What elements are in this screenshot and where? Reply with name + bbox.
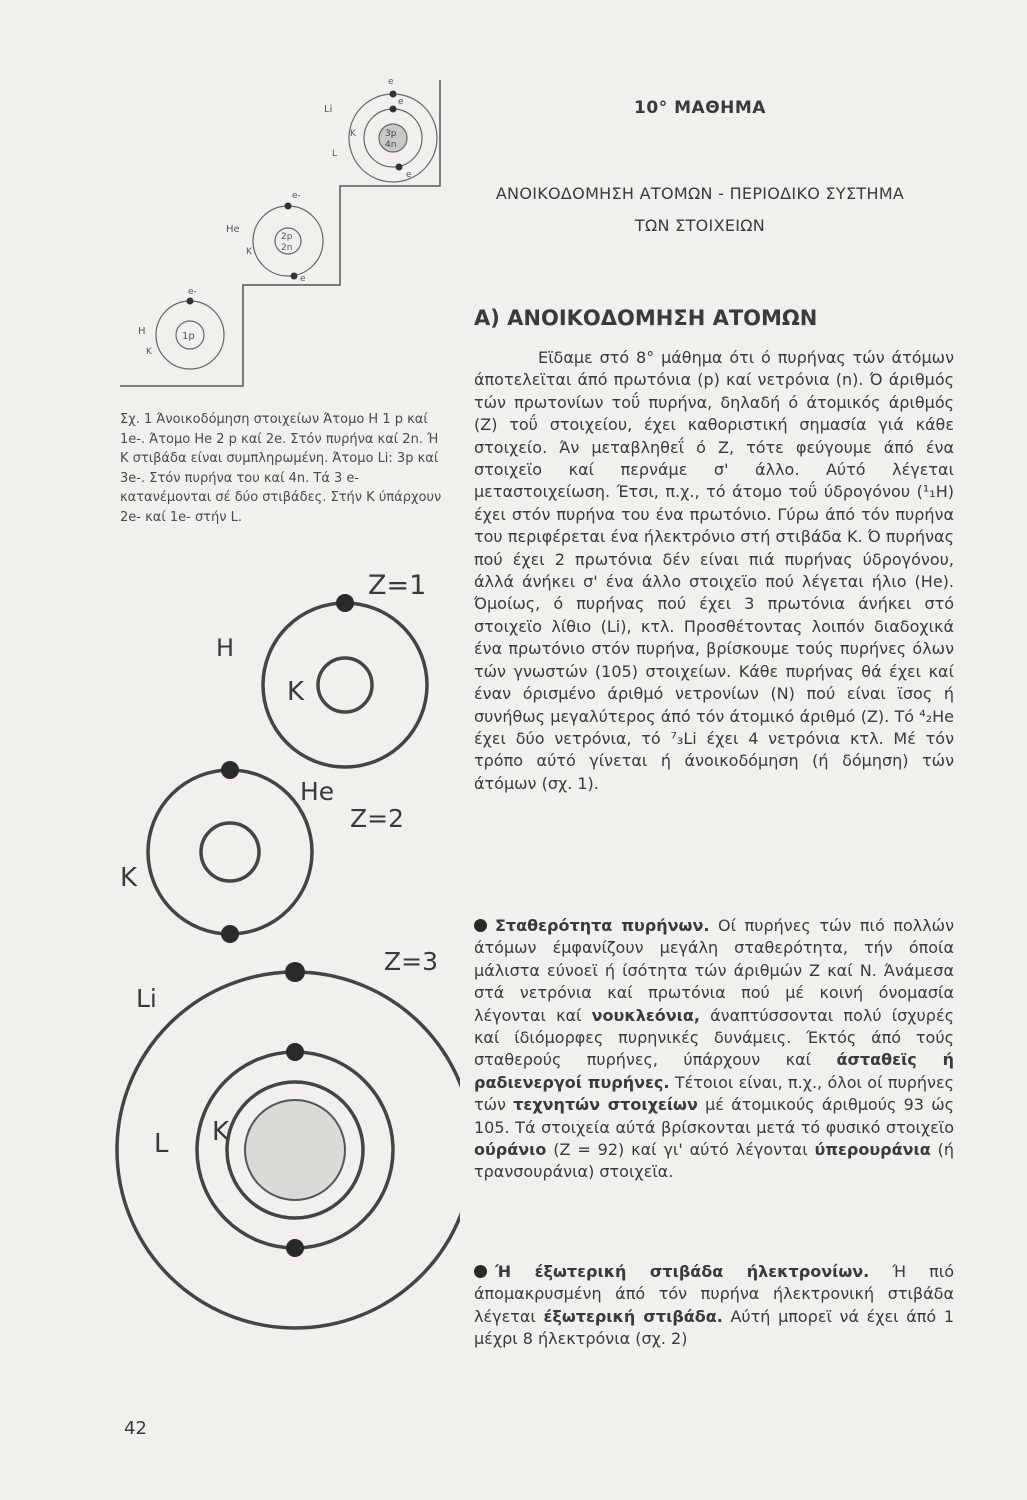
electron-icon — [221, 761, 239, 779]
chapter-title — [470, 178, 930, 242]
stability-heading: Σταθερότητα πυρήνων. — [495, 916, 710, 935]
nucleus-icon — [245, 1100, 345, 1200]
electron-icon — [390, 91, 397, 98]
small-hydrogen-atom — [138, 287, 224, 369]
term-transuranic: ύπερουράνια — [814, 1140, 931, 1160]
shell-label: K — [120, 863, 138, 893]
electron-label: e- — [188, 287, 197, 297]
term-outer-shell: έξωτερική στιβάδα. — [543, 1306, 723, 1326]
shell-label: K — [287, 677, 305, 707]
nucleus-label: 2n — [281, 243, 293, 253]
electron-icon — [336, 594, 354, 612]
electron-icon — [285, 962, 305, 982]
shell-label: K — [246, 247, 252, 257]
text-span: (Ζ = 92) καί γι' αύτό λέγονται — [546, 1140, 815, 1160]
electron-icon — [187, 298, 194, 305]
atom-label: He — [226, 224, 240, 235]
large-hydrogen-atom — [216, 570, 427, 767]
small-lithium-atom — [324, 77, 437, 182]
outer-shell-heading: Ή έξωτερική στιβάδα ήλεκτρονίων. — [495, 1262, 870, 1281]
shell-label: L — [154, 1129, 169, 1159]
bullet-icon — [474, 919, 487, 932]
large-helium-atom — [120, 761, 404, 943]
small-helium-atom — [226, 191, 323, 284]
atomic-number-label: Z=1 — [368, 570, 427, 601]
atom-label: He — [300, 777, 335, 806]
nucleus-label: 2p — [281, 232, 293, 242]
text-span: (ή τρανσουράνια) στοιχεϊα. — [474, 1140, 955, 1182]
section-title: Α) ΑΝΟΙΚΟΔΟΜΗΣΗ ΑΤΟΜΩΝ — [474, 306, 818, 330]
nucleus-label: 4n — [385, 140, 397, 150]
electron-icon — [291, 273, 298, 280]
electron-icon — [396, 164, 403, 171]
atom-label: Li — [324, 104, 333, 115]
shell-label: L — [332, 149, 338, 159]
paragraph-nuclear-stability — [474, 915, 954, 1184]
lesson-title: 10° ΜΑΘΗΜΑ — [634, 98, 766, 118]
nucleus-label: 1p — [182, 331, 195, 342]
term-unstable: άσταθεϊς ή ραδιενεργοί πυρήνες. — [474, 1050, 955, 1092]
atom-label: Li — [136, 984, 157, 1013]
atomic-number-label: Z=2 — [350, 804, 404, 833]
electron-label: e — [300, 274, 306, 284]
bullet-icon — [474, 1265, 487, 1278]
chapter-title-line-1: ΑΝΟΙΚΟΔΟΜΗΣΗ ΑΤΟΜΩΝ - ΠΕΡΙΟΔΙΚΟ ΣΥΣΤΗΜΑ — [495, 184, 905, 203]
small-atom-diagram — [110, 70, 450, 390]
electron-icon — [285, 203, 292, 210]
electron-icon — [286, 1043, 304, 1061]
figure-caption: Σχ. 1 Άνοικοδόμηση στοιχείων Άτομο Η 1 p καί 1e-. Άτομο He 2 p καί 2e. Στόν πυρήνα καί 2n. Ή Κ στιβάδα είναι συμπληρωμένη. Άτομο Li: 3p καί 3e-. Στόν πυρήνα του καί 4n. Τά 3 e- κατανέμονται σέ δύο στιβάδες. Στήν Κ ύπάρχουν 2e- καί 1e- στήν L. — [120, 412, 442, 525]
term-artificial: τεχνητών στοιχείων — [513, 1095, 698, 1115]
electron-icon — [390, 106, 397, 113]
text-span: Αύτή μπορεϊ νά έχει άπό 1 μέχρι 8 ήλεκτρόνια (σχ. 2) — [474, 1306, 954, 1349]
term-nucleons: νουκλεόνια, — [591, 1005, 700, 1025]
chapter-title-line-2: ΤΩΝ ΣΤΟΙΧΕΙΩΝ — [634, 216, 766, 235]
shell-label: K — [212, 1117, 230, 1147]
term-uranium: ούράνιο — [474, 1140, 547, 1160]
nucleus-icon — [318, 658, 372, 712]
paragraph-rebuild-atoms: Εϊδαμε στό 8° μάθημα ότι ό πυρήνας τών άτόμων άποτελεϊται άπό πρωτόνια (p) καί νετρόνια (n). Ό άριθμός τών πρωτονίων τοΰ πυρήνα, δηλαδή ό άτομικός άριθμός (Ζ) τοΰ στοιχείου, έχει καθοριστική σημασία γιά κάθε στοιχείο. Άν μεταβληθεΐ ό Ζ, τότε φεύγουμε άπό ένα στοιχεϊο καί περνάμε σ' άλλο. Αύτό λέγεται μεταστοιχείωση. Έτσι, π.χ., τό άτομο τοΰ ύδρογόνου (¹₁Η) έχει στόν πυρήνα του ένα πρωτόνιο. Γύρω άπό τόν πυρήνα του περιφέρεται ένα ήλεκτρόνιο στή στιβάδα Κ. Ό πυρήνας πού έχει 2 πρωτόνια δέν είναι πιά πυρήνας ύδρογόνου, άλλά άνήκει σ' ένα άλλο στοιχεϊο πού λέγεται ήλιο (He). Όμοίως, ό πυρήνας πού έχει 3 πρωτόνια άνήκει στό στοιχεϊο λίθιο (Li), κτλ. Προσθέτοντας λοιπόν διαδοχικά ένα πρωτόνιο στόν πυρήνα, βρίσκουμε τούς πυρήνες όλων τών γνωστών (105) στοιχείων. Κάθε πυρήνας θά έχει καί έναν όρισμένο άριθμό νετρονίων (Ν) πού είναι ϊσος ή συνήθως μεγαλύτερος άπό τόν άτομικό άριθμό (Ζ). Τό ⁴₂He έχει δύο νετρόνια, τό ⁷₃Li έχει 4 νετρόνια κτλ. Μέ τόν τρόπο αύτό γίνεται ή άνοικοδόμηση (ή δόμηση) τών άτόμων (σχ. 1). — [474, 348, 954, 793]
electron-label: e — [388, 77, 394, 87]
electron-label: e- — [292, 191, 301, 201]
text-span: Οί πυρήνες τών πιό πολλών άτόμων έμφανίζουν μεγάλη σταθερότητα, τήν όποία μάλιστα εύνοεϊ ή ίσότητα τών άριθμών Ζ καί Ν. Άνάμεσα στά νετρόνια καί πρωτόνια πού μέ κοινή όνομασία λέγονται καί — [474, 916, 954, 1025]
text-span: άναπτύσσονται πολύ ίσχυρές καί ίδιόμορφες πυρηνικές δυνάμεις. Έκτός άπό τούς σταθερούς πυρήνες, ύπάρχουν καί — [474, 1005, 955, 1070]
paragraph-outer-shell — [474, 1261, 954, 1351]
atom-label: H — [216, 634, 235, 662]
electron-icon — [221, 925, 239, 943]
atom-label: H — [138, 326, 146, 337]
nucleus-icon — [201, 823, 259, 881]
text-span: Ή πιό άπομακρυσμένη άπό τόν πυρήνα ήλεκτρονική στιβάδα λέγεται — [474, 1262, 954, 1326]
shell-label: K — [146, 347, 152, 357]
atomic-number-label: Z=3 — [384, 947, 438, 976]
electron-label: e — [406, 170, 412, 180]
large-lithium-atom — [117, 947, 460, 1328]
text-span: μέ άτομικούς άριθμούς 93 ώς 105. Τά στοιχεία αύτά βρίσκονται μετά τό φυσικό στοιχεϊο — [474, 1095, 954, 1137]
large-atom-diagram — [110, 570, 460, 1410]
shell-label: K — [350, 129, 356, 139]
electron-label: e — [398, 97, 404, 107]
nucleus-label: 3p — [385, 129, 397, 139]
text-span: Τέτοιοι είναι, π.χ., όλοι οί πυρήνες τών — [474, 1072, 955, 1115]
electron-icon — [286, 1239, 304, 1257]
page-number: 42 — [124, 1418, 147, 1439]
